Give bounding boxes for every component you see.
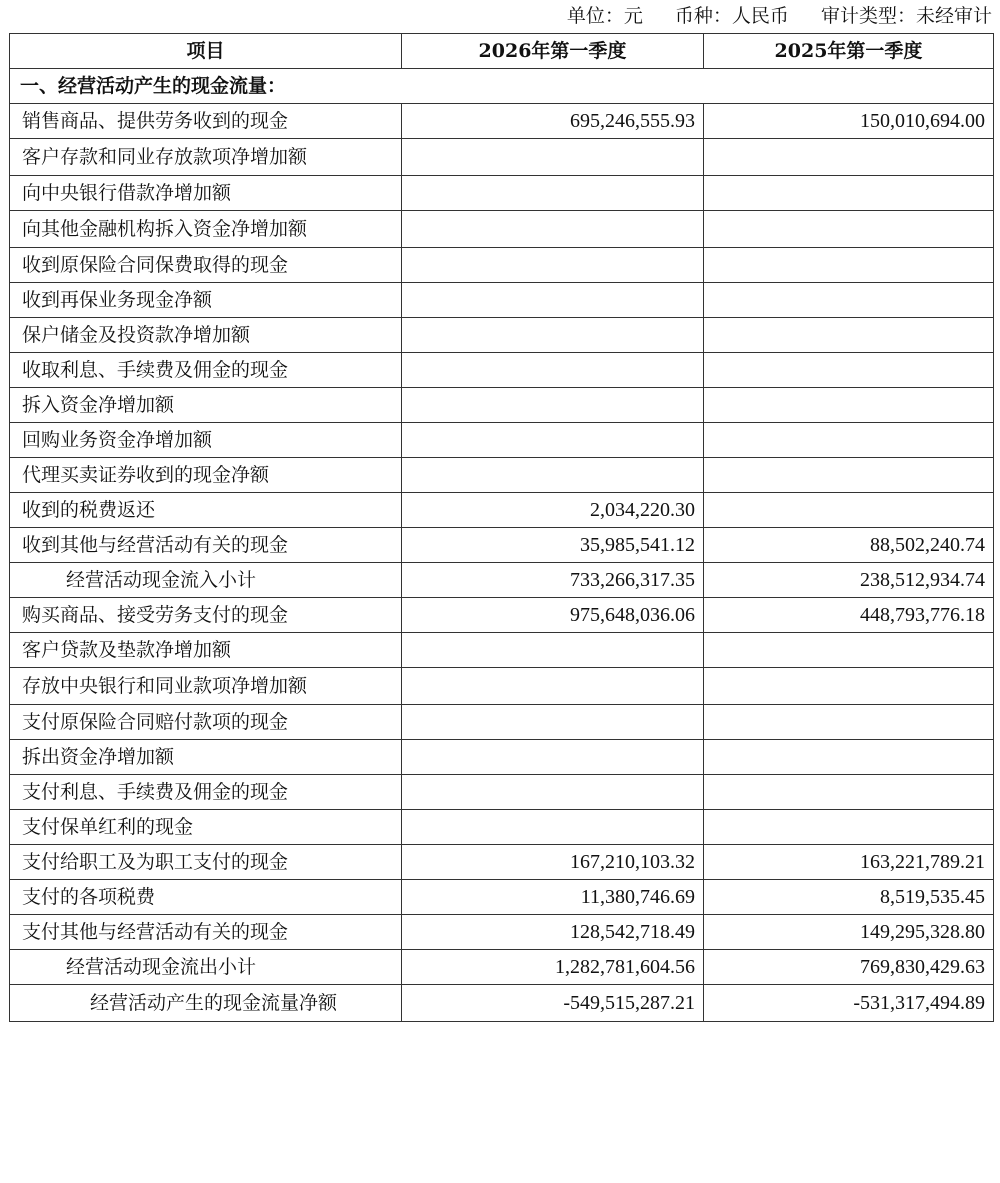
table-row bbox=[10, 845, 994, 880]
value-2026q1: 2,034,220.30 bbox=[402, 493, 704, 528]
table-row bbox=[10, 633, 994, 668]
value-2025q1: 769,830,429.63 bbox=[704, 950, 994, 985]
table-row bbox=[10, 775, 994, 810]
row-label: 向其他金融机构拆入资金净增加额 bbox=[10, 211, 402, 248]
value-2025q1 bbox=[704, 493, 994, 528]
row-label: 购买商品、接受劳务支付的现金 bbox=[10, 598, 402, 633]
header-2025q1: 2025年第一季度 bbox=[704, 34, 994, 69]
value-2025q1 bbox=[704, 458, 994, 493]
table-row bbox=[10, 705, 994, 740]
table-row bbox=[10, 248, 994, 283]
row-label: 收取利息、手续费及佣金的现金 bbox=[10, 353, 402, 388]
value-2026q1: 167,210,103.32 bbox=[402, 845, 704, 880]
audit-type-label: 审计类型：未经审计 bbox=[820, 5, 992, 27]
table-row bbox=[10, 880, 994, 915]
row-label: 客户贷款及垫款净增加额 bbox=[10, 633, 402, 668]
table-row bbox=[10, 211, 994, 248]
row-label: 向中央银行借款净增加额 bbox=[10, 176, 402, 211]
table-row bbox=[10, 318, 994, 353]
value-2025q1 bbox=[704, 318, 994, 353]
header-item: 项目 bbox=[10, 34, 402, 69]
value-2026q1: 11,380,746.69 bbox=[402, 880, 704, 915]
table-row bbox=[10, 598, 994, 633]
value-2026q1: 128,542,718.49 bbox=[402, 915, 704, 950]
row-label: 支付的各项税费 bbox=[10, 880, 402, 915]
row-label: 支付其他与经营活动有关的现金 bbox=[10, 915, 402, 950]
row-label: 回购业务资金净增加额 bbox=[10, 423, 402, 458]
value-2025q1 bbox=[704, 810, 994, 845]
row-label: 支付利息、手续费及佣金的现金 bbox=[10, 775, 402, 810]
value-2025q1 bbox=[704, 740, 994, 775]
value-2025q1: 448,793,776.18 bbox=[704, 598, 994, 633]
value-2026q1 bbox=[402, 705, 704, 740]
value-2026q1 bbox=[402, 211, 704, 248]
table-row bbox=[10, 668, 994, 705]
row-label: 收到其他与经营活动有关的现金 bbox=[10, 528, 402, 563]
subtotal-row bbox=[10, 950, 994, 985]
unit-label: 单位：元 bbox=[566, 5, 643, 27]
value-2025q1 bbox=[704, 176, 994, 211]
row-label: 保户储金及投资款净增加额 bbox=[10, 318, 402, 353]
value-2025q1: 149,295,328.80 bbox=[704, 915, 994, 950]
value-2026q1 bbox=[402, 283, 704, 318]
value-2025q1 bbox=[704, 248, 994, 283]
header-2026q1: 2026年第一季度 bbox=[402, 34, 704, 69]
value-2025q1: 150,010,694.00 bbox=[704, 104, 994, 139]
value-2025q1: 238,512,934.74 bbox=[704, 563, 994, 598]
row-label: 收到原保险合同保费取得的现金 bbox=[10, 248, 402, 283]
value-2026q1 bbox=[402, 388, 704, 423]
value-2026q1 bbox=[402, 423, 704, 458]
cash-flow-table bbox=[9, 33, 994, 1022]
value-2026q1 bbox=[402, 740, 704, 775]
value-2026q1: 733,266,317.35 bbox=[402, 563, 704, 598]
value-2025q1: 8,519,535.45 bbox=[704, 880, 994, 915]
row-label: 客户存款和同业存放款项净增加额 bbox=[10, 139, 402, 176]
table-row bbox=[10, 458, 994, 493]
net-total-row bbox=[10, 985, 994, 1022]
value-2025q1: 163,221,789.21 bbox=[704, 845, 994, 880]
row-label: 经营活动现金流出小计 bbox=[10, 950, 402, 985]
table-row bbox=[10, 104, 994, 139]
value-2025q1 bbox=[704, 775, 994, 810]
row-label: 销售商品、提供劳务收到的现金 bbox=[10, 104, 402, 139]
value-2026q1 bbox=[402, 633, 704, 668]
value-2025q1 bbox=[704, 668, 994, 705]
value-2025q1: -531,317,494.89 bbox=[704, 985, 994, 1022]
value-2025q1 bbox=[704, 139, 994, 176]
table-row bbox=[10, 528, 994, 563]
row-label: 拆入资金净增加额 bbox=[10, 388, 402, 423]
table-row bbox=[10, 388, 994, 423]
table-row bbox=[10, 423, 994, 458]
row-label: 收到的税费返还 bbox=[10, 493, 402, 528]
value-2026q1: -549,515,287.21 bbox=[402, 985, 704, 1022]
value-2025q1 bbox=[704, 705, 994, 740]
value-2026q1 bbox=[402, 318, 704, 353]
value-2025q1 bbox=[704, 388, 994, 423]
table-row bbox=[10, 493, 994, 528]
row-label: 支付给职工及为职工支付的现金 bbox=[10, 845, 402, 880]
row-label: 支付原保险合同赔付款项的现金 bbox=[10, 705, 402, 740]
value-2026q1 bbox=[402, 458, 704, 493]
row-label: 代理买卖证券收到的现金净额 bbox=[10, 458, 402, 493]
section-title: 一、经营活动产生的现金流量： bbox=[10, 69, 994, 104]
value-2026q1 bbox=[402, 353, 704, 388]
value-2025q1 bbox=[704, 211, 994, 248]
value-2026q1: 695,246,555.93 bbox=[402, 104, 704, 139]
row-label: 经营活动现金流入小计 bbox=[10, 563, 402, 598]
table-row bbox=[10, 810, 994, 845]
table-row bbox=[10, 915, 994, 950]
report-meta bbox=[541, 0, 992, 32]
value-2025q1 bbox=[704, 423, 994, 458]
row-label: 支付保单红利的现金 bbox=[10, 810, 402, 845]
row-label: 收到再保业务现金净额 bbox=[10, 283, 402, 318]
value-2026q1: 1,282,781,604.56 bbox=[402, 950, 704, 985]
subtotal-row bbox=[10, 563, 994, 598]
currency-label: 币种：人民币 bbox=[674, 5, 789, 27]
header-row bbox=[10, 34, 994, 69]
value-2026q1 bbox=[402, 176, 704, 211]
row-label: 经营活动产生的现金流量净额 bbox=[10, 985, 402, 1022]
value-2025q1 bbox=[704, 633, 994, 668]
table-row bbox=[10, 740, 994, 775]
row-label: 存放中央银行和同业款项净增加额 bbox=[10, 668, 402, 705]
value-2026q1 bbox=[402, 775, 704, 810]
table-row bbox=[10, 283, 994, 318]
value-2026q1 bbox=[402, 810, 704, 845]
value-2025q1 bbox=[704, 283, 994, 318]
table-row bbox=[10, 353, 994, 388]
value-2025q1 bbox=[704, 353, 994, 388]
value-2026q1: 975,648,036.06 bbox=[402, 598, 704, 633]
value-2025q1: 88,502,240.74 bbox=[704, 528, 994, 563]
value-2026q1 bbox=[402, 668, 704, 705]
section-row bbox=[10, 69, 994, 104]
value-2026q1 bbox=[402, 248, 704, 283]
row-label: 拆出资金净增加额 bbox=[10, 740, 402, 775]
table-row bbox=[10, 176, 994, 211]
value-2026q1 bbox=[402, 139, 704, 176]
value-2026q1: 35,985,541.12 bbox=[402, 528, 704, 563]
table-row bbox=[10, 139, 994, 176]
